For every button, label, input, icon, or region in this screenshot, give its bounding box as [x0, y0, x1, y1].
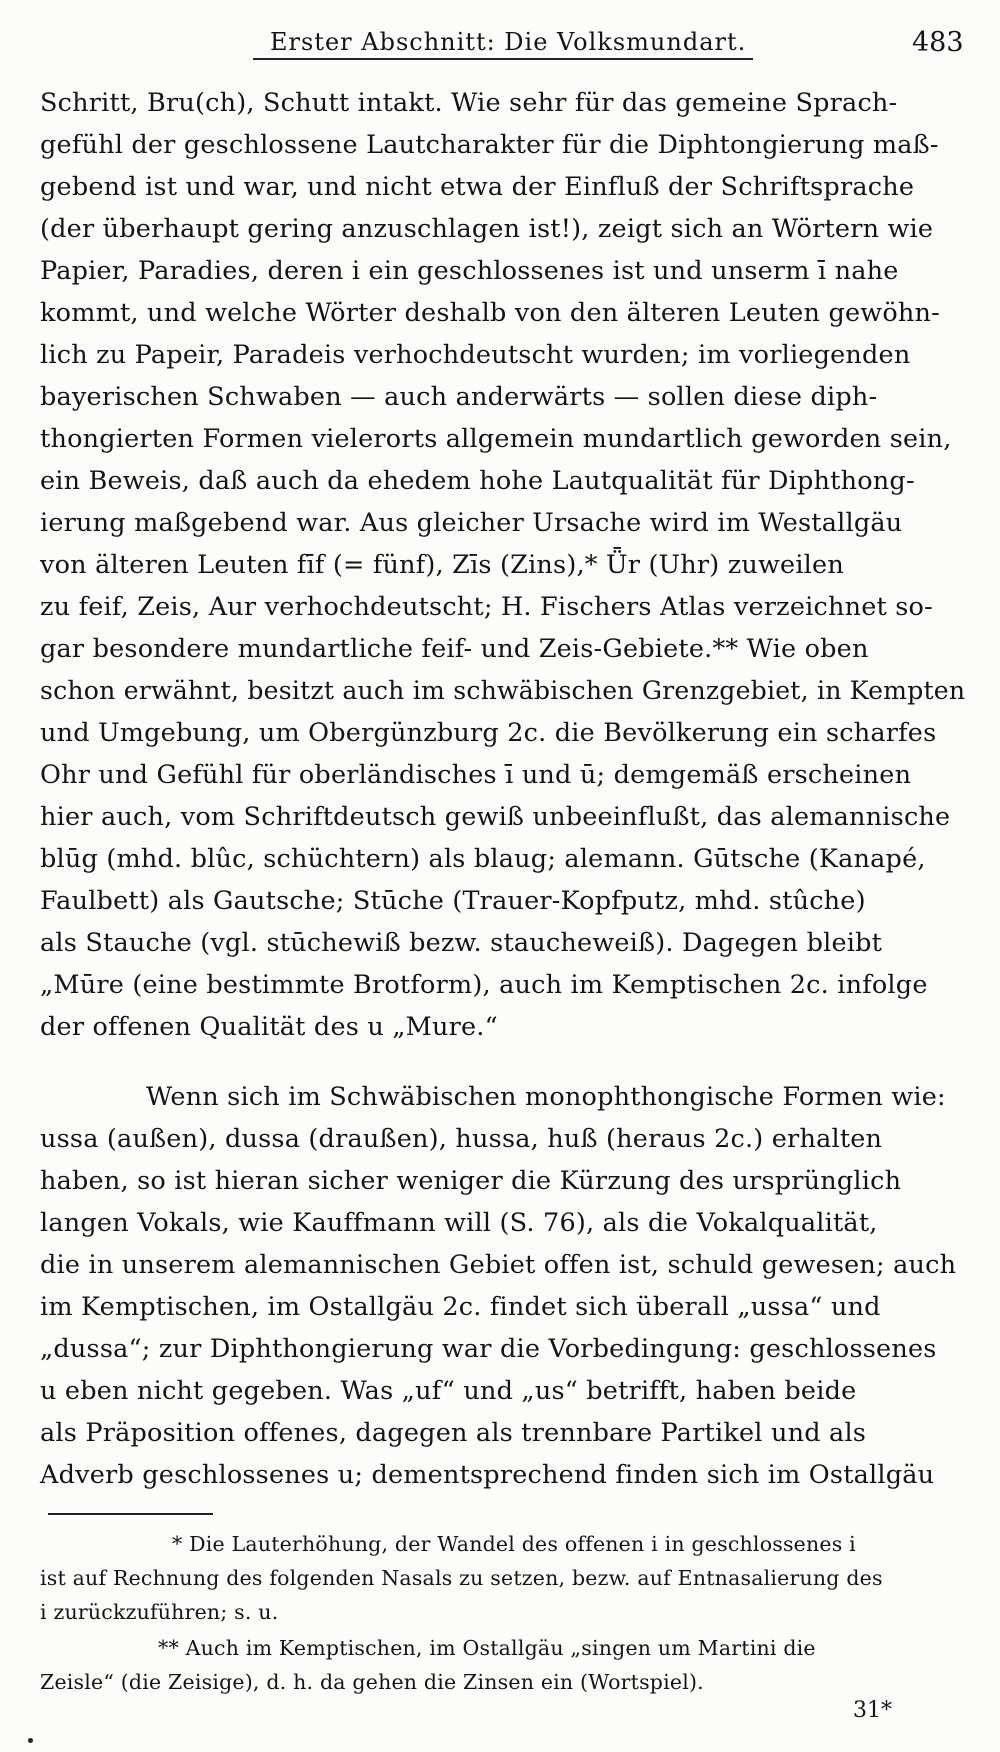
body-line: Ohr und Gefühl für oberländisches ī und ū; demgemäß erscheinen: [40, 760, 912, 790]
body-line: blūg (mhd. blûc, schüchtern) als blaug; alemann. Gūtsche (Kanapé,: [40, 844, 926, 874]
signature-mark: 31*: [853, 1698, 892, 1723]
body-line: haben, so ist hieran sicher weniger die Kürzung des ursprünglich: [40, 1166, 902, 1196]
body-line: „Mūre (eine bestimmte Brotform), auch im Kemptischen 2c. infolge: [40, 970, 928, 1000]
body-line: kommt, und welche Wörter deshalb von den älteren Leuten gewöhn-: [40, 298, 940, 328]
body-line: lich zu Papeir, Paradeis verhochdeutscht wurden; im vorliegenden: [40, 340, 911, 370]
body-line: gar besondere mundartliche feif- und Zeis-Gebiete.** Wie oben: [40, 634, 869, 664]
body-line: schon erwähnt, besitzt auch im schwäbischen Grenzgebiet, in Kempten: [40, 676, 966, 706]
print-speck: [28, 1738, 33, 1743]
body-line: (der überhaupt gering anzuschlagen ist!), zeigt sich an Wörtern wie: [40, 214, 934, 244]
paragraph-start-line: Wenn sich im Schwäbischen monophthongische Formen wie:: [146, 1082, 946, 1112]
body-line: hier auch, vom Schriftdeutsch gewiß unbeeinflußt, das alemannische: [40, 802, 951, 832]
body-line: Faulbett) als Gautsche; Stūche (Trauer-Kopfputz, mhd. stûche): [40, 886, 866, 916]
body-line: ein Beweis, daß auch da ehedem hohe Lautqualität für Diphthong-: [40, 466, 915, 496]
body-line: thongierten Formen vielerorts allgemein mundartlich geworden sein,: [40, 424, 952, 454]
footnote-line: i zurückzuführen; s. u.: [40, 1600, 279, 1624]
footnote-line: * Die Lauterhöhung, der Wandel des offenen i in geschlossenes i: [172, 1532, 856, 1556]
body-line: bayerischen Schwaben — auch anderwärts — sollen diese diph-: [40, 382, 878, 412]
body-line: Schritt, Bru(ch), Schutt intakt. Wie sehr für das gemeine Sprach-: [40, 88, 898, 118]
footnote-line: Zeisle“ (die Zeisige), d. h. da gehen die Zinsen ein (Wortspiel).: [40, 1670, 704, 1694]
body-line: als Präposition offenes, dagegen als trennbare Partikel und als: [40, 1418, 867, 1448]
page-number: 483: [912, 27, 964, 58]
body-line: Papier, Paradies, deren i ein geschlossenes ist und unserm ī nahe: [40, 256, 899, 286]
footnote-rule: [48, 1513, 213, 1515]
body-line: „dussa“; zur Diphthongierung war die Vorbedingung: geschlossenes: [40, 1334, 937, 1364]
body-line: der offenen Qualität des u „Mure.“: [40, 1012, 498, 1042]
header-rule: [253, 58, 753, 60]
footnote-line: ** Auch im Kemptischen, im Ostallgäu „singen um Martini die: [158, 1636, 816, 1660]
body-line: von älteren Leuten fīf (= fünf), Zīs (Zins),* Ǖr (Uhr) zuweilen: [40, 550, 844, 580]
body-line: ierung maßgebend war. Aus gleicher Ursache wird im Westallgäu: [40, 508, 903, 538]
body-line: Adverb geschlossenes u; dementsprechend finden sich im Ostallgäu: [40, 1460, 935, 1490]
body-line: gebend ist und war, und nicht etwa der Einfluß der Schriftsprache: [40, 172, 915, 202]
body-line: und Umgebung, um Obergünzburg 2c. die Bevölkerung ein scharfes: [40, 718, 937, 748]
footnote-line: ist auf Rechnung des folgenden Nasals zu setzen, bezw. auf Entnasalierung des: [40, 1566, 883, 1590]
body-line: zu feif, Zeis, Aur verhochdeutscht; H. Fischers Atlas verzeichnet so-: [40, 592, 933, 622]
body-line: u eben nicht gegeben. Was „uf“ und „us“ betrifft, haben beide: [40, 1376, 857, 1406]
body-line: ussa (außen), dussa (draußen), hussa, huß (heraus 2c.) erhalten: [40, 1124, 883, 1154]
running-title: Erster Abschnitt: Die Volksmundart.: [270, 28, 747, 56]
body-line: langen Vokals, wie Kauffmann will (S. 76), als die Vokalqualität,: [40, 1208, 878, 1238]
body-line: als Stauche (vgl. stūchewiß bezw. staucheweiß). Dagegen bleibt: [40, 928, 883, 958]
body-line: die in unserem alemannischen Gebiet offen ist, schuld gewesen; auch: [40, 1250, 957, 1280]
body-line: gefühl der geschlossene Lautcharakter für die Diphtongierung maß-: [40, 130, 939, 160]
body-line: im Kemptischen, im Ostallgäu 2c. findet sich überall „ussa“ und: [40, 1292, 881, 1322]
